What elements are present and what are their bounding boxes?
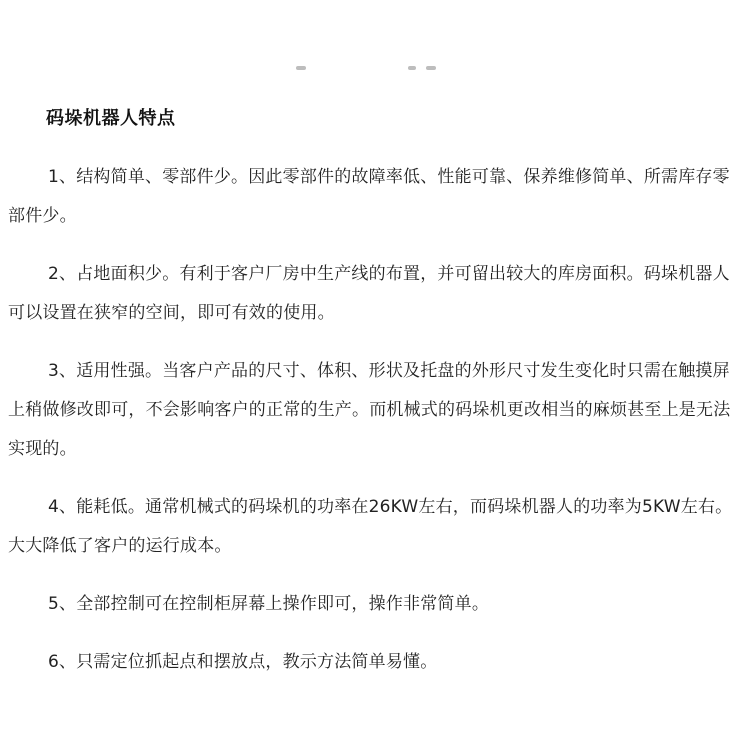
paragraph-5: 5、全部控制可在控制柜屏幕上操作即可，操作非常简单。 xyxy=(48,594,490,614)
paragraph-3: 3、适用性强。当客户产品的尺寸、体积、形状及托盘的外形尺寸发生变化时只需在触摸屏上稍做修改即可，不会影响客户的正常的生产。而机械式的码垛机更改相当的麻烦甚至上是无法实现的。 xyxy=(8,361,731,459)
paragraph-4: 4、能耗低。通常机械式的码垛机的功率在26KW左右，而码垛机器人的功率为5KW左右。大大降低了客户的运行成本。 xyxy=(8,497,733,556)
paragraph-6: 6、只需定位抓起点和摆放点，教示方法简单易懂。 xyxy=(48,652,438,672)
paragraph-2: 2、占地面积少。有利于客户厂房中生产线的布置，并可留出较大的库房面积。码垛机器人可以设置在狭窄的空间，即可有效的使用。 xyxy=(8,264,730,323)
paragraph-1: 1、结构简单、零部件少。因此零部件的故障率低、性能可靠、保养维修简单、所需库存零部件少。 xyxy=(8,167,730,226)
cropped-text-artifact xyxy=(290,66,450,74)
document-body xyxy=(8,158,746,701)
document-title: 码垛机器人特点 xyxy=(46,108,176,129)
